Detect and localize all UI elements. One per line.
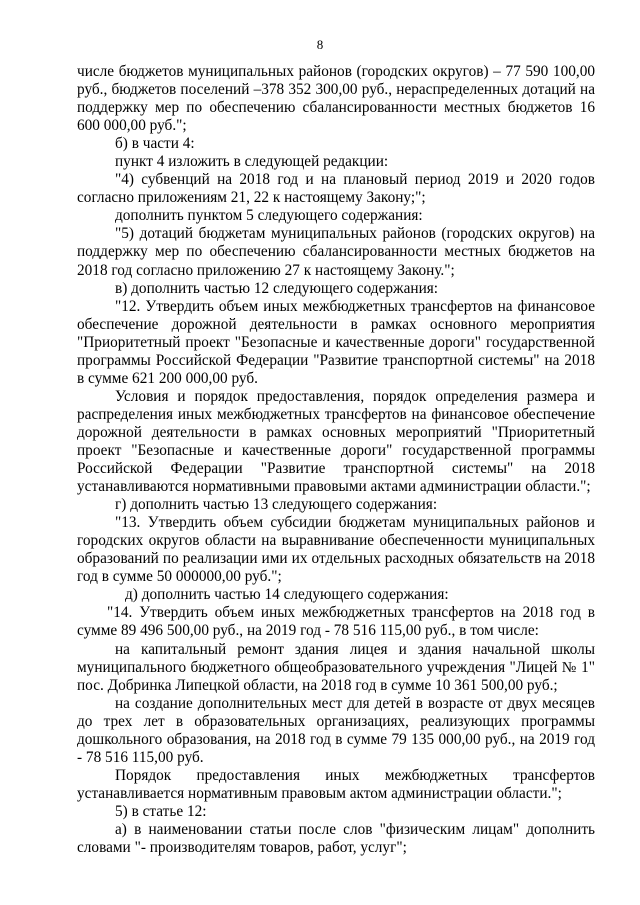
paragraph: в) дополнить частью 12 следующего содержания:: [115, 279, 439, 297]
paragraph: "12. Утвердить объем иных межбюджетных трансфертов на финансовое обеспечение дорожной деятельности в рамках основного мероприятия "Приоритетный проект "Безопасные и качественные дороги" государственной программы Российской Федерации "Развитие транспортной системы" на 2018 в сумме 621 200 000,00 руб.: [77, 297, 595, 387]
paragraph: пункт 4 изложить в следующей редакции:: [115, 153, 389, 171]
paragraph: Порядок предоставления иных межбюджетных трансфертов устанавливается нормативным правовым актом администрации области.";: [77, 766, 595, 802]
paragraph: Условия и порядок предоставления, порядок определения размера и распределения иных межбюджетных трансфертов на финансовое обеспечение дорожной деятельности в рамках основных мероприятий "Приоритетный проект "Безопасные и качественные дороги" государственной программы Российской Федерации "Развитие транспортной системы" на 2018 устанавливаются нормативными правовыми актами администрации области.";: [77, 387, 595, 496]
document-body: [77, 63, 595, 857]
paragraph: 5) в статье 12:: [115, 802, 207, 820]
paragraph: "5) дотаций бюджетам муниципальных районов (городских округов) на поддержку мер по обеспечению сбалансированности местных бюджетов на 2018 год согласно приложению 27 к настоящему Закону.";: [77, 225, 595, 279]
paragraph: а) в наименовании статьи после слов "физическим лицам" дополнить словами "- производителям товаров, работ, услуг";: [77, 820, 595, 857]
paragraph: на создание дополнительных мест для детей в возрасте от двух месяцев до трех лет в образовательных организациях, реализующих программы дошкольного образования, на 2018 год в сумме 79 135 000,00 руб., на 2019 год - 78 516 115,00 руб.: [77, 694, 595, 766]
page-number: 8: [316, 37, 324, 52]
paragraph: "4) субвенций на 2018 год и на плановый период 2019 и 2020 годов согласно приложениям 21, 22 к настоящему Закону;";: [77, 171, 595, 207]
paragraph: "13. Утвердить объем субсидии бюджетам муниципальных районов и городских округов области на выравнивание обеспеченности муниципальных образований по реализации ими их отдельных расходных обязательств на 2018 год в сумме 50 000000,00 руб.";: [77, 514, 595, 586]
paragraph: б) в части 4:: [115, 135, 195, 153]
paragraph: "14. Утвердить объем иных межбюджетных трансфертов на 2018 год в сумме 89 496 500,00 руб., на 2019 год - 78 516 115,00 руб., в том числе:: [77, 604, 595, 640]
paragraph: на капитальный ремонт здания лицея и здания начальной школы муниципального бюджетного общеобразовательного учреждения "Лицей № 1" пос. Добринка Липецкой области, на 2018 год в сумме 10 361 500,00 руб.;: [77, 640, 595, 694]
paragraph: числе бюджетов муниципальных районов (городских округов) – 77 590 100,00 руб., бюджетов поселений –378 352 300,00 руб., нераспределенных дотаций на поддержку мер по обеспечению сбалансированности местных бюджетов 16 600 000,00 руб.";: [77, 63, 595, 135]
paragraph: г) дополнить частью 13 следующего содержания:: [115, 496, 438, 514]
paragraph: д) дополнить частью 14 следующего содержания:: [125, 586, 449, 604]
paragraph: дополнить пунктом 5 следующего содержания:: [115, 207, 423, 225]
